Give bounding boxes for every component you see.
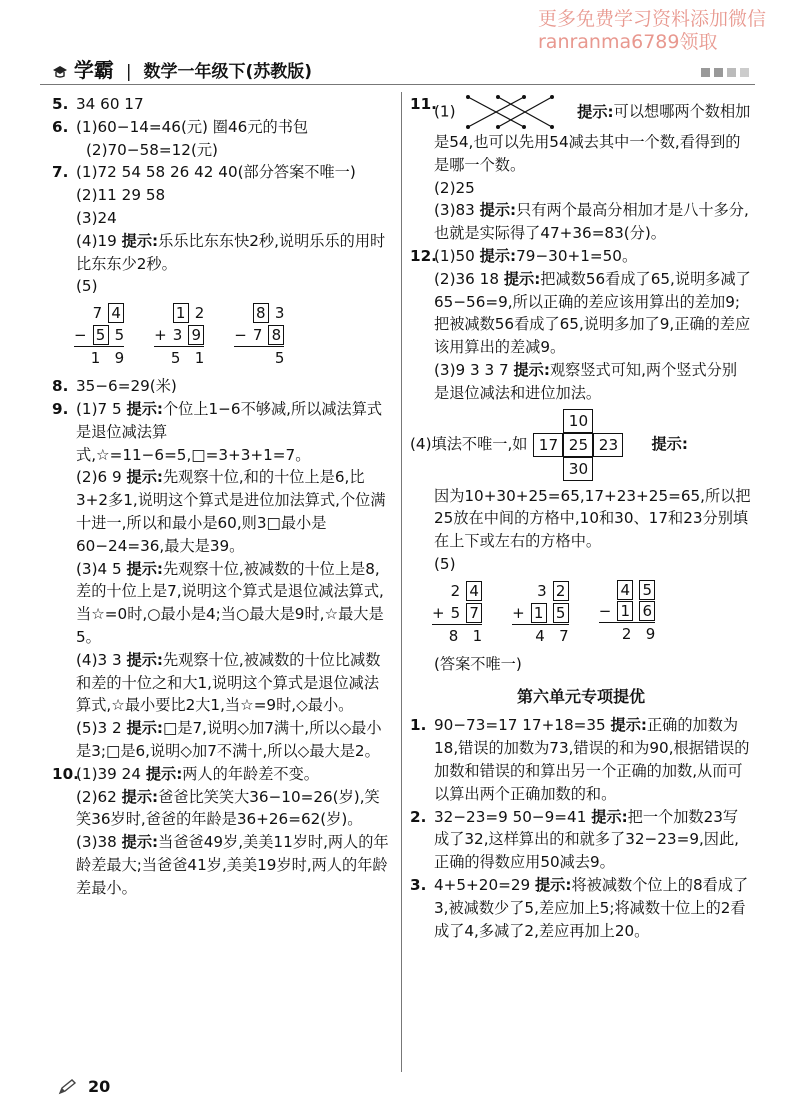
hint-text: 爸爸比笑笑大36−10=26(岁),笑笑36岁时,爸爸的年龄是36+26=62(岁)。 [76, 787, 380, 829]
answer-text: (4)3 3 [76, 650, 127, 669]
answer-text: (1)7 5 [76, 399, 127, 418]
vertical-calc [599, 580, 656, 647]
answer-text: (3)9 3 3 7 [434, 360, 514, 379]
answer-text: (3)38 [76, 833, 122, 852]
digit: 5 [114, 326, 125, 345]
hint-paragraph [434, 359, 752, 405]
item-number: 5. [52, 95, 69, 113]
watermark-line-1: 更多免费学习资料添加微信 [537, 8, 766, 30]
hint-paragraph [434, 199, 752, 245]
hint-text: 79−30+1=50。 [516, 246, 638, 265]
answer-line: (1)60−14=46(元) 圈46元的书包 [76, 117, 309, 136]
hint-text: 乐乐比东东快2秒,说明乐乐的用时比东东少2秒。 [76, 231, 386, 273]
brand: 学霸 [73, 58, 114, 82]
answer-line: (2)25 [434, 178, 475, 197]
digit: 5 [93, 325, 109, 345]
calc-top-row [451, 580, 483, 602]
answer-line: 35−6=29(米) [76, 377, 177, 396]
calc-top-row [617, 580, 655, 600]
left-column [52, 93, 390, 900]
item-number: 3. [410, 875, 427, 894]
hint-label: 提示: [121, 231, 159, 250]
hint-text: 可以想哪两个数相加是54,也可以先用54减去其中一个数,看得到的是哪一个数。 [434, 102, 751, 174]
answer-text: (4)填法不唯一,如 [410, 435, 528, 454]
answer-text: 32−23=9 50−9=41 [434, 807, 592, 826]
digit: 7 [466, 603, 482, 623]
answer-text: (3)83 [434, 201, 480, 220]
item-number: 2. [410, 807, 427, 826]
grid-empty [533, 457, 563, 481]
answer-text: (2)36 18 [434, 269, 504, 288]
hint-paragraph [76, 398, 390, 466]
digit: 3 [537, 581, 547, 600]
answer-line: (2)11 29 58 [76, 186, 166, 205]
digit: 1 [617, 601, 633, 621]
page-number: 20 [88, 1077, 111, 1096]
vertical-calculations [432, 580, 752, 647]
header [52, 54, 312, 83]
hint-text: 因为10+30+25=65,17+23+25=65,所以把25放在中间的方格中,10和30、17和23分别填在上下或左右的方格中。 [434, 486, 751, 551]
answer-text: (1) [434, 102, 456, 121]
hint-paragraph [76, 763, 390, 786]
calc-result: 5 [274, 349, 285, 368]
digit: 8 [268, 325, 284, 345]
decor-square [727, 68, 736, 77]
right-column [410, 93, 752, 942]
answer-text: (5)3 2 [76, 719, 127, 738]
hint-label: 提示: [513, 360, 550, 379]
item-number: 11. [410, 95, 437, 113]
vertical-calculations [74, 302, 390, 369]
hint-label: 提示: [503, 269, 541, 288]
digit: 7 [92, 304, 103, 323]
answer-11 [410, 93, 752, 245]
item-number: 10. [52, 764, 79, 783]
hint-label: 提示: [126, 399, 163, 418]
answer-line: (2)70−58=12(元) [86, 140, 218, 159]
answer-line: 34 60 17 [76, 95, 144, 113]
matching-diagram [460, 93, 560, 131]
calc-top-row [253, 302, 285, 324]
section-answers [410, 714, 752, 942]
decor-square [701, 68, 710, 77]
graduation-cap-icon [52, 65, 68, 79]
digit: 1 [173, 303, 189, 323]
digit: 5 [553, 603, 569, 623]
section-answer [410, 806, 752, 874]
calc-bottom-row [432, 602, 482, 624]
calc-top-row [93, 302, 125, 324]
hint-label: 提示: [610, 716, 647, 735]
item-number: 1. [410, 716, 427, 735]
hint-text: 将被减数个位上的8看成了3,被减数少了5,差应加上5;将减数十位上的2看成了4,多减了2,差应再加上20。 [434, 875, 749, 940]
hint-label: 提示: [145, 764, 183, 783]
hint-text: 把一个加数23写成了32,这样算出的和就多了32−23=9,因此,正确的得数应用50减去9。 [434, 807, 740, 872]
calc-label: (5) [76, 277, 98, 296]
digit: 5 [450, 603, 461, 622]
grid-cell-top: 10 [563, 409, 593, 433]
hint-text: 先观察十位,被减数的十位上是8,差的十位上是7,说明这个算式是退位减法算式,当☆=0时,○最小是4;当○最大是9时,☆最大是5。 [76, 559, 384, 646]
answer-text: (3)4 5 [76, 559, 127, 578]
calc-top-row [537, 580, 569, 602]
hint-label: 提示: [126, 650, 163, 669]
answer-text: (4)19 [76, 231, 122, 250]
hint-text: □是7,说明◇加7满十,所以◇最小是3;□是6,说明◇加7不满十,所以◇最大是2。 [76, 719, 382, 760]
operator: + [154, 326, 167, 345]
answer-text: 90−73=17 17+18=35 [434, 716, 611, 735]
operator: − [234, 326, 247, 345]
calc-result: 2 9 [621, 624, 656, 643]
section-answer [410, 714, 752, 805]
cross-grid-row [410, 409, 752, 481]
hint-paragraph [76, 831, 390, 899]
digit: 3 [172, 326, 183, 345]
watermark-line-2: ranranma6789领取 [537, 31, 718, 53]
grid-empty [533, 409, 563, 433]
calc-bottom-row [234, 324, 284, 346]
hint-text: 先观察十位,被减数的十位比减数和差的十位之和大1,说明这个算式是退位减法算式,☆最小要比2大1,当☆=9时,◇最小。 [76, 650, 381, 715]
item-number: 12. [410, 246, 437, 265]
note: (答案不唯一) [434, 654, 522, 673]
digit: 4 [466, 581, 482, 601]
hint-text: 两人的年龄差不变。 [182, 764, 319, 783]
digit: 1 [531, 603, 547, 623]
answer-text: (2)62 [76, 787, 122, 806]
digit: 2 [450, 581, 461, 600]
grid-empty [593, 409, 623, 433]
answer-9 [52, 398, 390, 763]
vertical-calc [512, 580, 569, 647]
digit: 2 [194, 304, 205, 323]
hint-text: 当爸爸49岁,美美11岁时,两人的年龄差最大;当爸爸41岁,美美19岁时,两人的年龄差最小。 [76, 833, 389, 897]
hint-paragraph [434, 268, 752, 359]
hint-label: 提示: [591, 807, 628, 826]
answer-12 [410, 245, 752, 676]
hint-paragraph [76, 230, 390, 276]
digit: 2 [553, 581, 569, 601]
answer-text: (2)6 9 [76, 468, 127, 487]
answer-paragraphs [76, 398, 390, 763]
digit: 6 [639, 601, 655, 621]
decor-square [740, 68, 749, 77]
hint-label: 提示: [577, 102, 614, 121]
item-number: 8. [52, 377, 69, 396]
hint-text: 正确的加数为18,错误的加数为73,错误的和为90,根据错误的加数和错误的和算出另一个正确的加数,从而可以算出两个正确加数的和。 [434, 716, 750, 803]
hint-text: 先观察十位,和的十位上是6,比3+2多1,说明这个算式是进位加法算式,个位满十进一,所以和最小是60,则3□最小是60−24=36,最大是39。 [76, 468, 386, 555]
hint-paragraph [434, 714, 752, 805]
answer-line: (3)24 [76, 208, 117, 227]
section-answer [410, 874, 752, 942]
header-rule [40, 84, 755, 85]
hint-label: 提示: [121, 833, 159, 852]
calc-bottom-row [74, 324, 124, 346]
vertical-calc [432, 580, 482, 647]
answer-5 [52, 93, 390, 116]
answer-paragraph [434, 93, 752, 177]
hint-label: 提示: [479, 201, 517, 220]
calc-top-row [173, 302, 205, 324]
answer-line: (1)72 54 58 26 42 40(部分答案不唯一) [76, 163, 356, 182]
calc-label: (5) [434, 554, 456, 573]
hint-text: 个位上1−6不够减,所以减法算式是退位减法算式,☆=11−6=5,□=3+3+1=7。 [76, 399, 383, 464]
calc-result: 5 1 [170, 349, 205, 368]
grid-empty [593, 457, 623, 481]
item-number: 6. [52, 117, 69, 136]
answer-10 [52, 763, 390, 900]
hint-label: 提示: [126, 559, 163, 578]
decor-square [714, 68, 723, 77]
calc-bottom-row [512, 602, 569, 624]
operator: + [512, 603, 525, 622]
hint-text: 把减数56看成了65,说明多减了65−56=9,所以正确的差应该用算出的差加9;把被减数56看成了65,说明多加了9,正确的差应该用算出的差减9。 [434, 269, 751, 357]
grid-cell-center: 25 [563, 433, 593, 457]
vertical-calc [234, 302, 284, 369]
grid-cell-bottom: 30 [563, 457, 593, 481]
hint-text: 观察竖式可知,两个竖式分别是退位减法和进位加法。 [434, 360, 738, 402]
hint-paragraph [76, 786, 390, 832]
footer [58, 1077, 110, 1096]
grid-cell-left: 17 [533, 433, 563, 457]
digit: 5 [639, 580, 655, 600]
item-number: 7. [52, 163, 69, 182]
operator: − [598, 601, 612, 620]
hint-label: 提示: [651, 435, 688, 454]
grid-cell-right: 23 [593, 433, 623, 457]
hint-paragraph [76, 466, 390, 557]
digit: 9 [188, 325, 204, 345]
pencil-icon [58, 1079, 78, 1095]
item-number: 9. [52, 399, 69, 418]
hint-paragraph [76, 649, 390, 717]
digit: 4 [617, 580, 633, 600]
watermark [538, 8, 766, 54]
vertical-calc [74, 302, 124, 369]
calc-result: 1 9 [90, 349, 125, 368]
hint-label: 提示: [479, 246, 517, 265]
operator: − [74, 326, 87, 345]
hint-paragraph [76, 558, 390, 649]
answer-6 [52, 116, 390, 162]
answer-text: 4+5+20=29 [434, 875, 535, 894]
section-title: 第六单元专项提优 [516, 686, 645, 706]
calc-bottom-row [154, 324, 204, 346]
operator: + [432, 603, 445, 622]
answer-8 [52, 375, 390, 398]
answer-7 [52, 161, 390, 369]
hint-label: 提示: [126, 468, 163, 487]
hint-label: 提示: [121, 787, 159, 806]
calc-bottom-row [599, 600, 656, 622]
answer-paragraphs [76, 763, 390, 900]
header-separator: | [125, 62, 132, 82]
book-title: 数学一年级下(苏教版) [143, 62, 313, 82]
calc-result: 8 1 [448, 626, 483, 645]
digit: 3 [274, 304, 285, 323]
calc-result: 4 7 [535, 626, 569, 645]
answer-text: (1)50 [434, 246, 480, 265]
hint-paragraph [434, 245, 752, 268]
cross-grid [533, 409, 623, 481]
hint-paragraph [434, 806, 752, 874]
hint-label: 提示: [534, 875, 572, 894]
digit: 4 [108, 303, 124, 323]
hint-text: 只有两个最高分相加才是八十多分,也就是实际得了47+36=83(分)。 [434, 201, 749, 243]
hint-paragraph [76, 717, 390, 763]
hint-label: 提示: [126, 719, 163, 738]
digit: 8 [253, 303, 269, 323]
digit: 7 [252, 326, 263, 345]
hint-paragraph [434, 874, 752, 942]
vertical-calc [154, 302, 204, 369]
answer-text: (1)39 24 [76, 764, 146, 783]
column-divider [401, 92, 402, 1072]
